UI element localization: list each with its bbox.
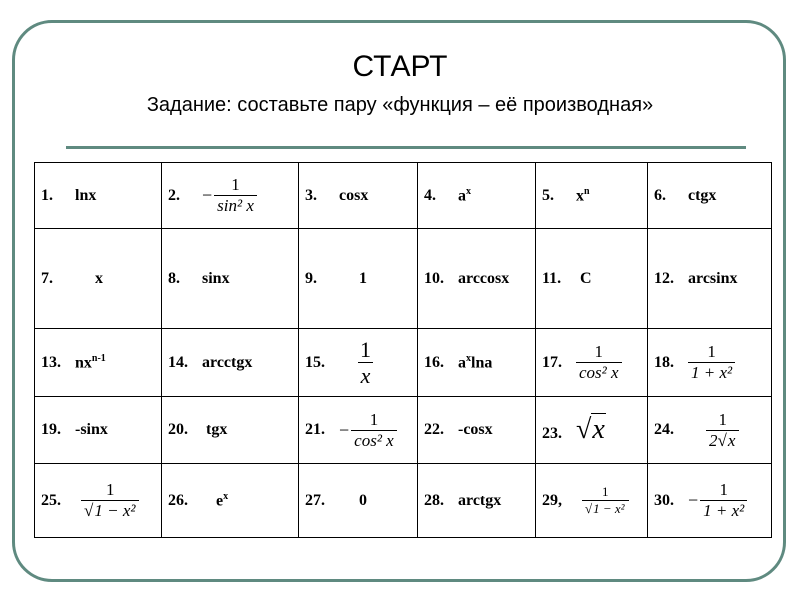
table-cell-5: 5. $x^n$ xyxy=(536,163,648,229)
cell-expression: arctgx xyxy=(458,491,502,509)
page-title: СТАРТ xyxy=(352,50,448,83)
table-cell-12: 12. arcsinx xyxy=(648,229,772,329)
cell-expression: x xyxy=(95,269,103,287)
cell-expression: C xyxy=(580,269,592,287)
table-row xyxy=(35,229,772,329)
task-subtitle: Задание: составьте пару «функция – её производная» xyxy=(146,94,654,116)
table-cell-16: 16. $a^x\ln a$ xyxy=(418,329,536,397)
table-cell-4: 4. $a^x$ xyxy=(418,163,536,229)
fraction: $\frac{1}{x}$ xyxy=(357,338,374,387)
table-row xyxy=(35,163,772,229)
table-cell-6: 6. ctgx xyxy=(648,163,772,229)
fraction: $\frac{1}{\text{cos² x}}$ xyxy=(576,343,622,382)
table-row xyxy=(35,329,772,397)
table-cell-8: 8. sinx xyxy=(162,229,299,329)
table-cell-13: 13. $nx^{n-1}$ xyxy=(35,329,162,397)
cell-expression: arccosx xyxy=(458,269,510,287)
table-cell-20: 20. tgx xyxy=(162,397,299,464)
cell-expression: $e^x$ xyxy=(216,490,229,510)
cell-expression: $a^x\ln a$ xyxy=(458,352,493,372)
function-derivative-table xyxy=(34,162,772,538)
table-cell-25: 25. $\frac{1}{\text{√1 − x²}}$ xyxy=(35,464,162,538)
fraction: $\frac{1}{\text{sin² x}}$ xyxy=(214,176,257,215)
table-cell-28: 28. arctgx xyxy=(418,464,536,538)
table-cell-1: 1. lnx xyxy=(35,163,162,229)
table-cell-9: 9. 1 xyxy=(299,229,418,329)
fraction: $\frac{1}{\text{1 + x²}}$ xyxy=(688,343,735,382)
table-cell-22: 22. -cosx xyxy=(418,397,536,464)
cell-expression: $x^n$ xyxy=(576,185,590,205)
table-cell-11: 11. C xyxy=(536,229,648,329)
table-cell-2: 2. − $\frac{1}{\text{sin² x}}$ xyxy=(162,163,299,229)
cell-expression: arcsinx xyxy=(688,269,738,287)
cell-expression: ctgx xyxy=(688,186,717,204)
title-divider xyxy=(66,146,746,149)
fraction: $\frac{1}{\text{√1 − x²}}$ xyxy=(582,485,629,515)
fraction: $\frac{1}{\text{1 + x²}}$ xyxy=(700,481,747,520)
table-cell-29: 29, $\frac{1}{\text{√1 − x²}}$ xyxy=(536,464,648,538)
table-cell-19: 19. -sinx xyxy=(35,397,162,464)
cell-expression: -sinx xyxy=(75,421,108,439)
cell-expression: sinx xyxy=(202,269,230,287)
table-cell-30: 30. − $\frac{1}{\text{1 + x²}}$ xyxy=(648,464,772,538)
table-cell-7: 7. x xyxy=(35,229,162,329)
table-cell-26: 26. $e^x$ xyxy=(162,464,299,538)
table-cell-10: 10. arccosx xyxy=(418,229,536,329)
table-cell-24: 24. $\frac{1}{2√x}$ xyxy=(648,397,772,464)
cell-expression: lnx xyxy=(75,186,97,204)
table-cell-23: 23. √x xyxy=(536,397,648,464)
cell-expression: -cosx xyxy=(458,421,493,439)
cell-expression: $a^x$ xyxy=(458,185,471,205)
table-cell-17: 17. $\frac{1}{\text{cos² x}}$ xyxy=(536,329,648,397)
fraction: $\frac{1}{\text{√1 − x²}}$ xyxy=(81,481,139,520)
cell-expression: tgx xyxy=(206,421,228,439)
cell-expression: cosx xyxy=(339,186,369,204)
cell-expression: $nx^{n-1}$ xyxy=(75,352,106,372)
fraction: $\frac{1}{2√x}$ xyxy=(706,411,739,450)
square-root: √x xyxy=(576,414,605,445)
cell-expression: arcctgx xyxy=(202,353,253,371)
cell-expression: 0 xyxy=(359,491,367,509)
table-cell-14: 14. arcctgx xyxy=(162,329,299,397)
table-row xyxy=(35,464,772,538)
table-row xyxy=(35,397,772,464)
table-cell-27: 27. 0 xyxy=(299,464,418,538)
table-cell-15: 15. $\frac{1}{x}$ xyxy=(299,329,418,397)
cell-expression: 1 xyxy=(359,269,367,287)
table-cell-3: 3. cosx xyxy=(299,163,418,229)
table-cell-18: 18. $\frac{1}{\text{1 + x²}}$ xyxy=(648,329,772,397)
table-cell-21: 21. − $\frac{1}{\text{cos² x}}$ xyxy=(299,397,418,464)
fraction: $\frac{1}{\text{cos² x}}$ xyxy=(351,411,397,450)
